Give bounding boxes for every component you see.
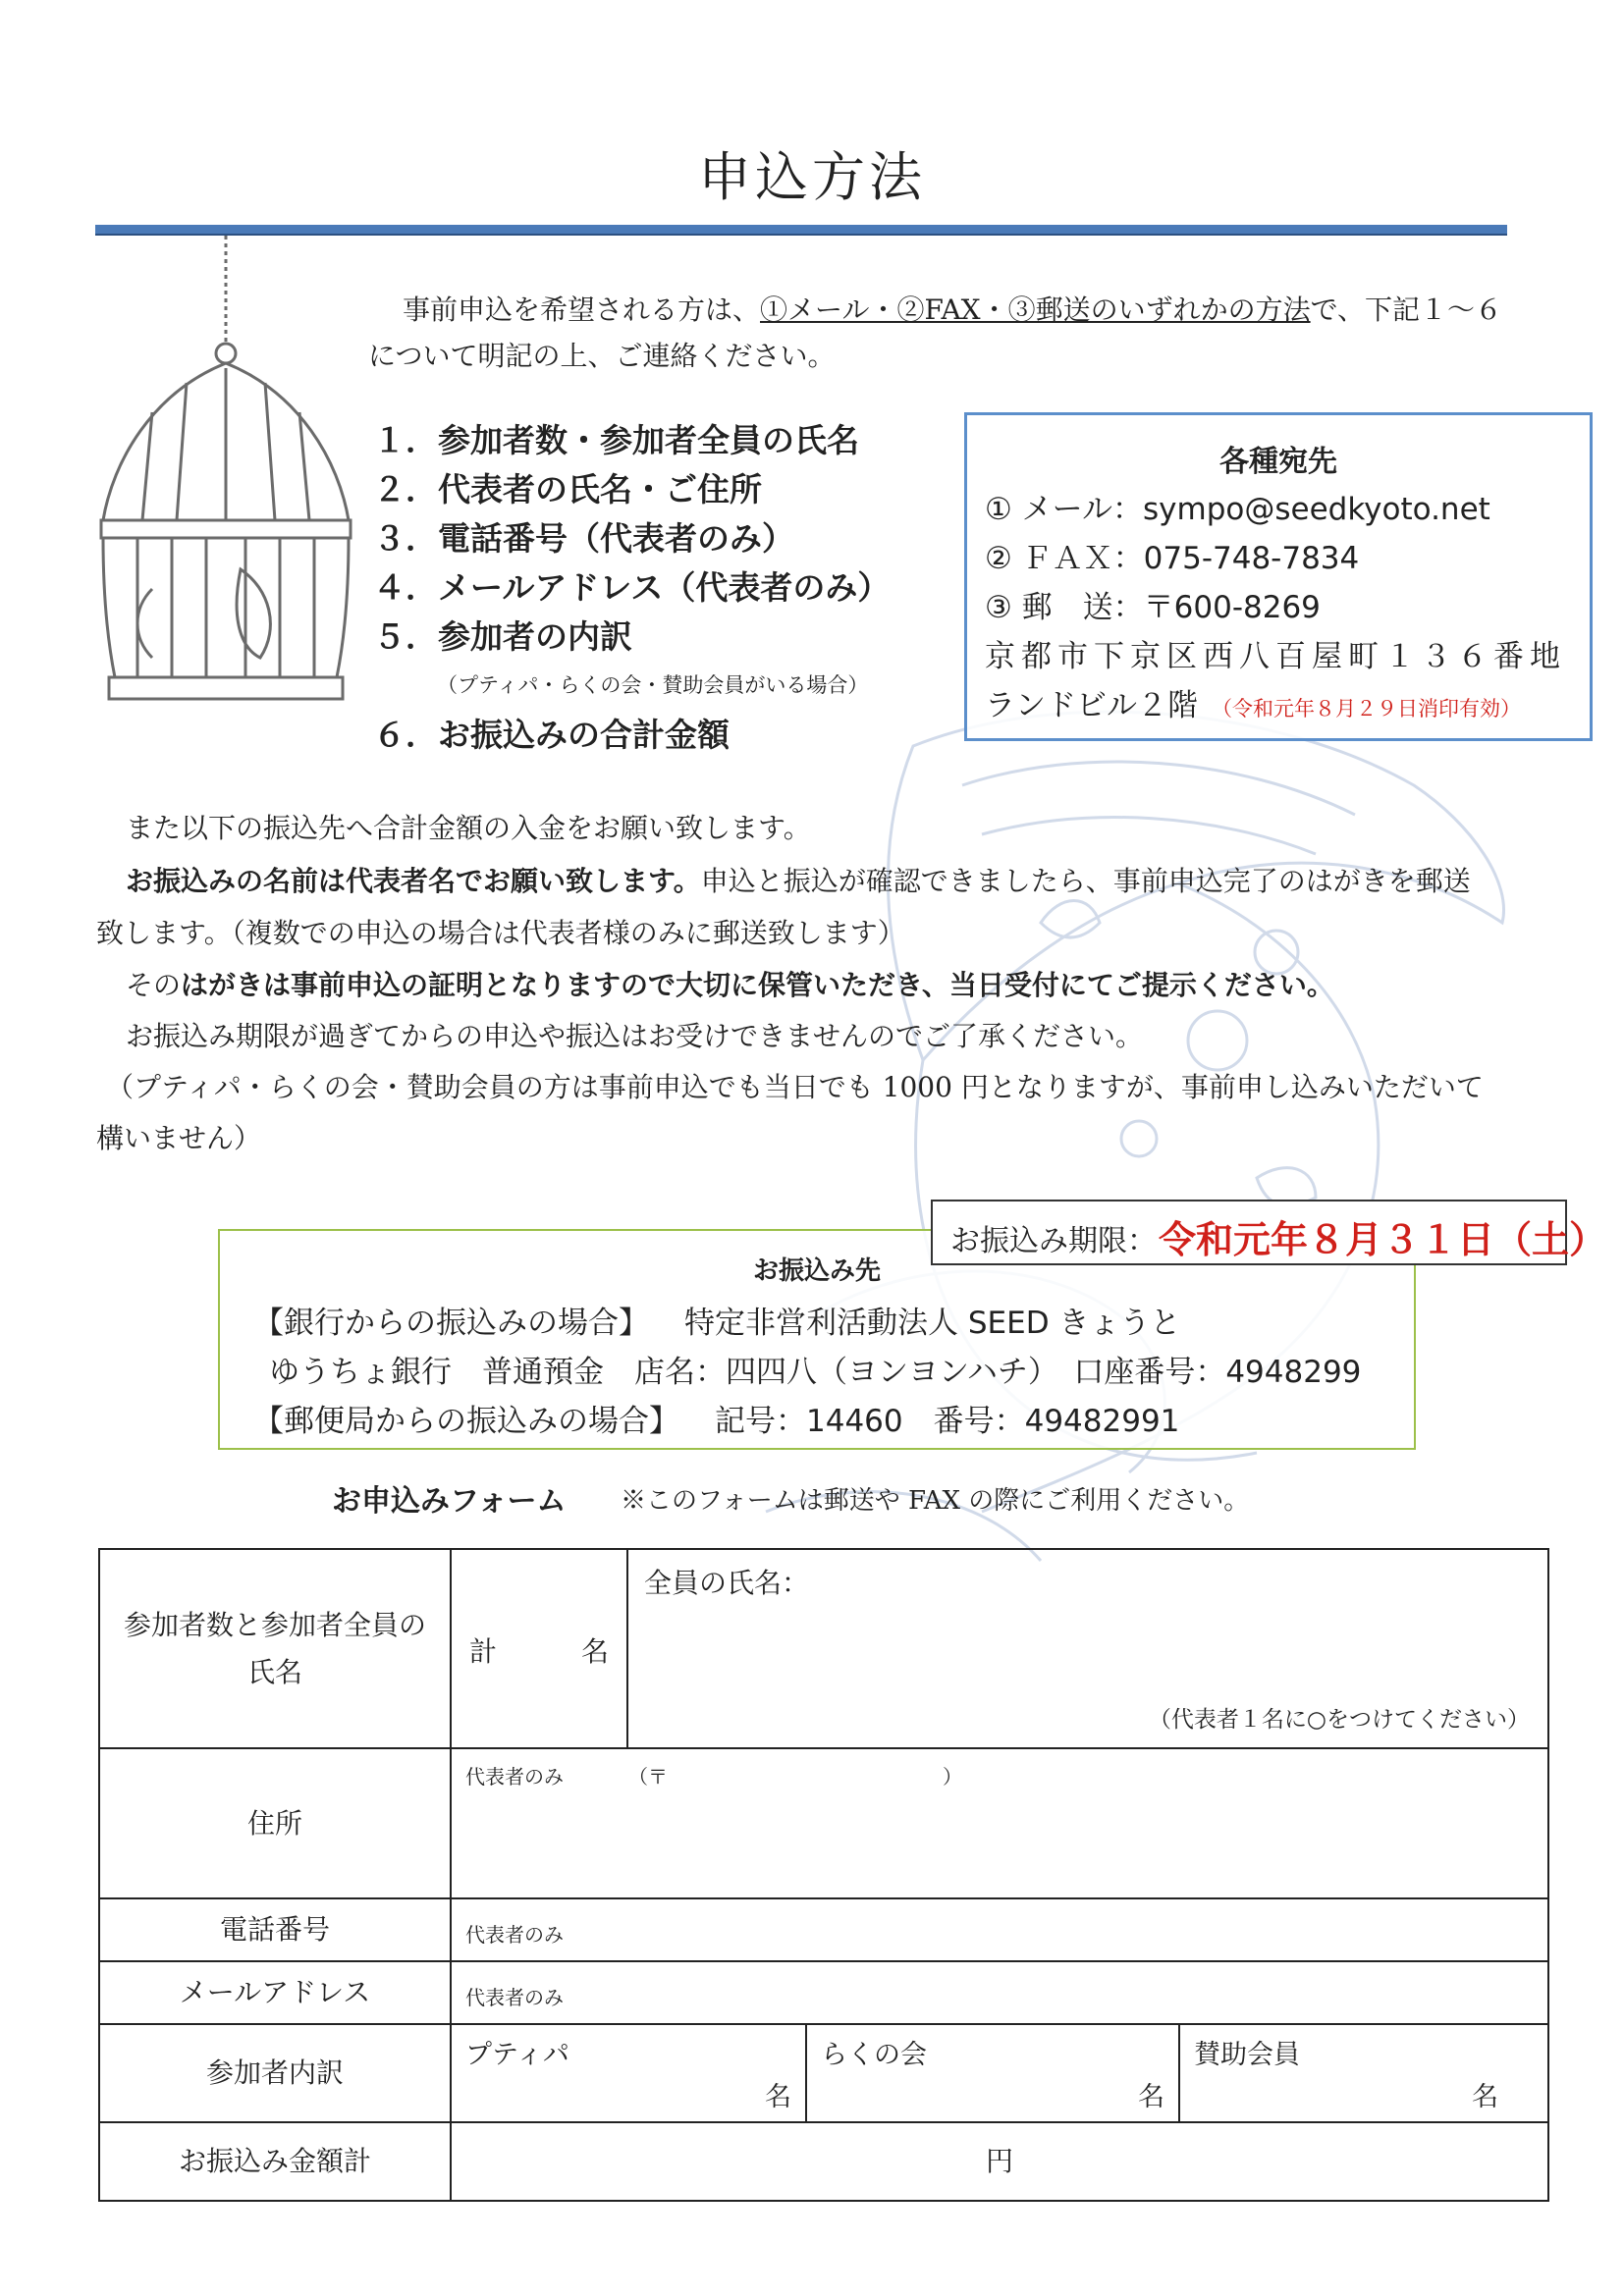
breakdown-label-cell (98, 2023, 452, 2123)
intro-line-1: 事前申込を希望される方は、①メール・②FAX・③郵送のいずれかの方法で、下記１～６ (403, 294, 1503, 326)
addresses-title: 各種宛先 (1219, 445, 1337, 479)
address-building: ランドビル２階 （令和元年８月２９日消印有効） (985, 688, 1521, 723)
deadline-box (931, 1200, 1607, 1265)
list-item-3: ３．電話番号（代表者のみ） (373, 519, 794, 558)
participants-label-cell (98, 1548, 452, 1749)
bank-account-detail: ゆうちょ銀行 普通預金 店名：四四八（ヨンヨンハチ） 口座番号：4948299 (269, 1355, 1362, 1390)
amount-field[interactable] (450, 2121, 1549, 2202)
petitpa-label: プティパ (465, 2040, 569, 2070)
address-mail: ① メール：sympo@seedkyoto.net (985, 492, 1490, 527)
paragraph-1: また以下の振込先へ合計金額の入金をお願い致します。 (126, 812, 811, 844)
paragraph-5-line-2: 構いません） (96, 1122, 262, 1154)
address-field[interactable] (450, 1747, 1549, 1899)
page-title: 申込方法 (698, 146, 926, 208)
address-label-cell (98, 1747, 452, 1899)
bank-transfer-line: 【銀行からの振込みの場合】 特定非営利活動法人 SEED きょうと (253, 1306, 1181, 1341)
amount-label: お振込み金額計 (178, 2145, 371, 2177)
address-street: 京都市下京区西八百屋町１３６番地 (985, 639, 1566, 674)
intro-line-2: について明記の上、ご連絡ください。 (368, 340, 836, 372)
email-field[interactable] (450, 1960, 1549, 2025)
amount-label-cell (98, 2121, 452, 2202)
paragraph-2-line-2: 致します。（複数での申込の場合は代表者様のみに郵送致します） (96, 917, 905, 949)
rakunokai-unit: 名 (1138, 2082, 1164, 2112)
email-label: メールアドレス (179, 1976, 371, 2008)
participant-count-field[interactable] (450, 1548, 628, 1749)
petitpa-unit: 名 (765, 2082, 791, 2112)
paragraph-2: お振込みの名前は代表者名でお願い致します。申込と振込が確認できましたら、事前申込完了のはがきを郵送 (126, 865, 1471, 897)
names-label: 全員の氏名： (644, 1567, 810, 1599)
list-item-6: ６．お振込みの合計金額 (373, 716, 730, 754)
names-note: （代表者１名に○をつけてください） (1148, 1707, 1530, 1733)
list-item-2: ２．代表者の氏名・ご住所 (373, 470, 762, 508)
intro-methods: ①メール・②FAX・③郵送のいずれかの方法 (760, 294, 1311, 326)
birdcage-illustration (93, 236, 358, 726)
list-item-1: １．参加者数・参加者全員の氏名 (373, 421, 859, 459)
email-note: 代表者のみ (465, 1986, 564, 2009)
phone-label: 電話番号 (219, 1913, 330, 1946)
participants-label-b: 氏名 (246, 1655, 302, 1688)
count-prefix: 計 (469, 1635, 498, 1668)
post-office-transfer-line: 【郵便局からの振込みの場合】 記号：14460 番号：49482991 (253, 1404, 1180, 1439)
phone-note: 代表者のみ (465, 1923, 564, 1947)
addresses-box (964, 412, 1593, 741)
participants-label-a: 参加者数と参加者全員の (123, 1608, 426, 1641)
rakunokai-label: らくの会 (821, 2040, 927, 2070)
postal-code-field[interactable]: （〒 ） (628, 1765, 962, 1789)
supporting-member-unit: 名 (1472, 2082, 1498, 2112)
deadline-label: お振込み期限： (950, 1224, 1157, 1258)
count-suffix: 名 (581, 1635, 610, 1668)
application-form-table (98, 1548, 1549, 2202)
rakunokai-count-field[interactable] (805, 2023, 1180, 2123)
bird-watermark-decoration (668, 628, 1551, 1708)
address-label: 住所 (246, 1806, 302, 1840)
list-item-5-note: （プティパ・らくの会・賛助会員がいる場合） (437, 673, 869, 697)
address-post: ③ 郵 送：〒600-8269 (985, 590, 1321, 625)
supporting-member-label: 賛助会員 (1194, 2040, 1300, 2070)
form-note: ※このフォームは郵送や FAX の際にご利用ください。 (621, 1486, 1250, 1516)
yen-unit: 円 (985, 2145, 1013, 2177)
title-rule (95, 225, 1507, 236)
deadline-date: 令和元年８月３１日（土） (1159, 1218, 1607, 1261)
petitpa-count-field[interactable] (450, 2023, 807, 2123)
paragraph-3: そのはがきは事前申込の証明となりますので大切に保管いただき、当日受付にてご提示ください。 (126, 969, 1334, 1001)
postmark-note: （令和元年８月２９日消印有効） (1212, 697, 1521, 721)
paragraph-4: お振込み期限が過ぎてからの申込や振込はお受けできませんのでご了承ください。 (126, 1020, 1144, 1052)
form-heading: お申込みフォーム (332, 1484, 567, 1519)
transfer-title: お振込み先 (752, 1256, 881, 1286)
email-label-cell (98, 1960, 452, 2025)
address-note: 代表者のみ (465, 1765, 564, 1789)
list-item-4: ４．メールアドレス（代表者のみ） (373, 568, 891, 607)
address-fax: ② ＦＡＸ：075-748-7834 (985, 541, 1360, 576)
paragraph-5: （プティパ・らくの会・賛助会員の方は事前申込でも当日でも 1000 円となりますが、事前申し込みいただいて (106, 1071, 1484, 1103)
all-names-field[interactable] (626, 1548, 1549, 1749)
phone-field[interactable] (450, 1897, 1549, 1962)
phone-label-cell (98, 1897, 452, 1962)
list-item-5: ５．参加者の内訳 (373, 617, 632, 656)
supporting-member-count-field[interactable] (1178, 2023, 1549, 2123)
breakdown-label: 参加者内訳 (205, 2056, 344, 2089)
